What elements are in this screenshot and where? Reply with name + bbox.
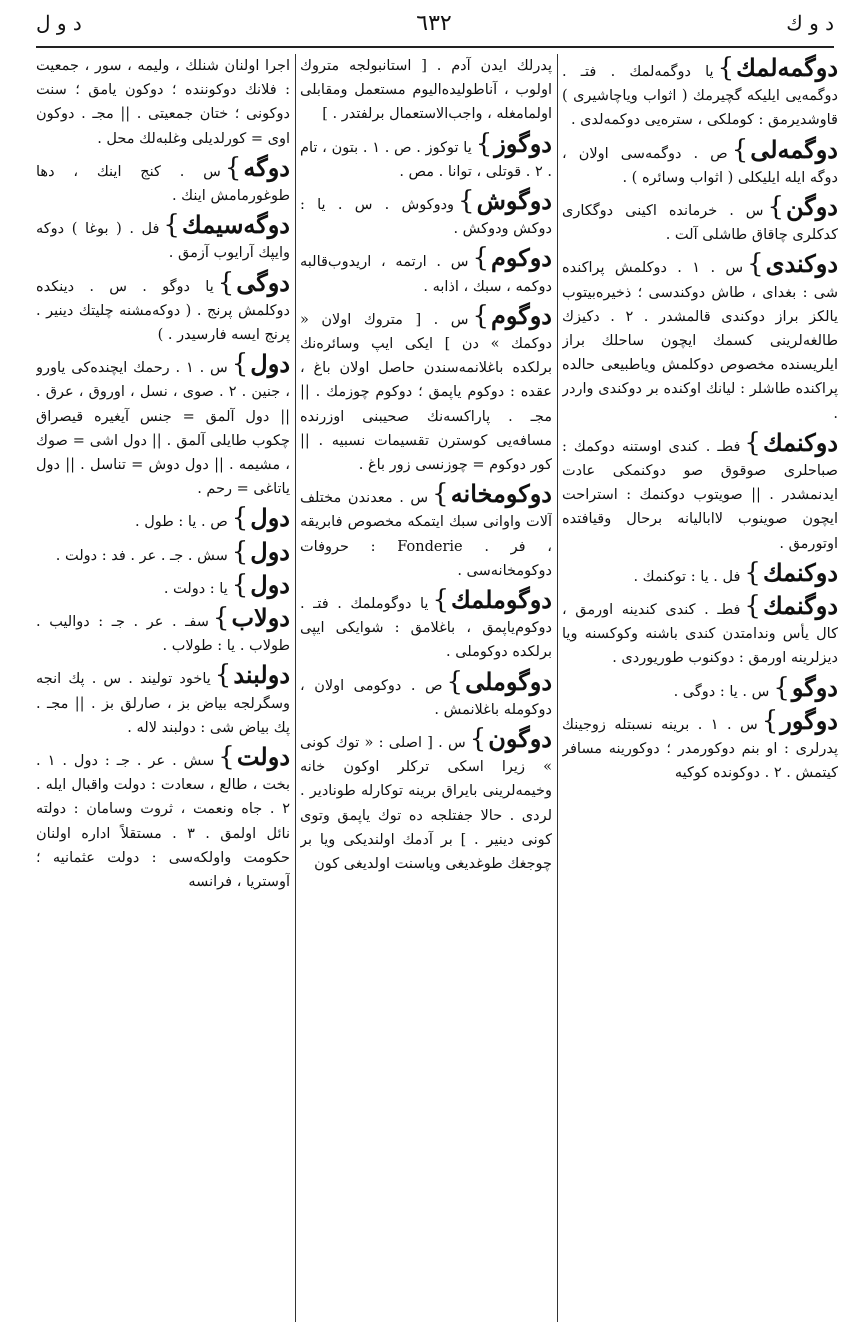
dictionary-entry	[36, 269, 290, 348]
dictionary-entry	[562, 429, 838, 556]
dictionary-entry	[36, 661, 290, 740]
column-divider	[295, 54, 296, 1322]
entry-headword: دوگوش	[476, 186, 552, 216]
dictionary-entry	[562, 674, 838, 704]
entry-headword: دول	[250, 503, 290, 533]
entry-definition: س . ارتمه ، اريدوب‌قالبه دوكمه ، سبك ، اذابه .	[300, 254, 552, 295]
entry-definition: پدرلك ايدن آدم . [ استانبولجه متروك اولوب ، آناطوليده‌اليوم مستعمل ومقابلى اولمامغله ، واجب‌الاستعمال برلفتدر . ]	[300, 58, 552, 123]
entry-definition: س . معدندن مختلف آلات واوانى سبك ايتمكه مخصوص فابريقه ، فر . Fonderie : حروفات دوكومخانه‌سى .	[300, 490, 552, 579]
entry-definition: يا دوگوملمك . فتـ . دوكوم‌ياپمق ، باغلامق : شوايكى ايپى برلكده دوكوملى .	[300, 596, 552, 661]
dictionary-entry	[300, 302, 552, 477]
dictionary-entry	[562, 250, 838, 425]
dictionary-entry	[36, 504, 290, 534]
entry-headword: دوگن	[786, 192, 838, 222]
dictionary-entry	[36, 211, 290, 265]
column-left	[36, 54, 290, 1322]
entry-headword: دول	[250, 536, 290, 566]
brace-mark: }	[744, 591, 761, 622]
entry-definition: ودوكوش . س . يا : دوكش ودوكش .	[300, 197, 552, 238]
dictionary-entry	[300, 187, 552, 241]
entry-definition: يا توكوز . ص . ١ . بتون ، تام . ٢ . قوتلى ، توانا . مص .	[300, 139, 552, 180]
brace-mark: }	[224, 152, 242, 183]
dictionary-entry	[300, 480, 552, 583]
dictionary-entry	[36, 154, 290, 208]
entry-headword: دول	[250, 569, 290, 599]
dictionary-entry	[300, 668, 552, 722]
brace-mark: }	[432, 585, 449, 616]
brace-mark: }	[218, 742, 235, 773]
header-left-word: د و ل	[36, 11, 82, 35]
brace-mark: }	[231, 349, 249, 380]
entry-headword: دولت	[236, 742, 290, 772]
entry-headword: دولاب	[231, 603, 290, 633]
entry-headword: دوگنمك	[762, 591, 838, 621]
brace-mark: }	[217, 267, 235, 298]
brace-mark: }	[212, 603, 230, 634]
entry-headword: دوگو	[791, 672, 838, 702]
brace-mark: }	[731, 134, 749, 165]
entry-definition: س . ١ . رحمك ايچنده‌كى ياورو ، جنين . ٢ . صوى ، نسل ، اوروق ، عرق . || دول آلمق = جنس آيغيره قيصراق چكوب طايلى آلمق . || دول اشى = صوك ، مشيمه . || دول دوش = تناسل . || دول ياتاغى = رحم .	[36, 360, 290, 498]
entry-headword: دوگمه‌لى	[750, 134, 838, 164]
column-middle	[300, 54, 552, 1322]
dictionary-entry	[36, 743, 290, 894]
entry-definition: ص . دوكومى اولان ، دوكومله باغلانمش .	[300, 677, 552, 718]
dictionary-entry	[300, 725, 552, 876]
entry-headword: دول	[250, 349, 290, 379]
brace-mark: }	[747, 249, 764, 280]
dictionary-entry	[300, 54, 552, 127]
entry-headword: دوگوملى	[465, 666, 552, 696]
header-right-word: د و ك	[786, 11, 834, 35]
entry-definition: س . [ متروك اولان « دوكمك » دن ] ايكى ايپ وسائره‌نك برلكده باغلانمه‌سندن حاصل اولان باغ ، عقده : دوكوم ياپمق ؛ دوكوم چوزمك . || مجـ . پاراكسه‌نك صحيبنى اوزرنده مسافه‌يى كوسترن تقسيمات نسبيه . || كور دوكوم = چوزنسى زور باغ .	[300, 311, 552, 474]
entry-headword: دوگور	[780, 705, 838, 735]
entry-headword: دوگمه‌لمك	[736, 54, 838, 82]
brace-mark: }	[163, 210, 180, 241]
dictionary-entry	[36, 604, 290, 658]
entry-definition: سفـ . عر . جـ : دواليب . طولاب . يا : طولاب .	[36, 614, 290, 655]
brace-mark: }	[472, 243, 490, 274]
entry-headword: دوگون	[488, 724, 552, 754]
brace-mark: }	[458, 186, 475, 217]
entry-headword: دوگه‌سيمك	[181, 210, 290, 240]
entry-definition: سش . جـ . عر . فد : دولت .	[55, 547, 228, 564]
entry-definition: ياخود توليند . س . پك انجه وسگرلجه بياض بز ، صارلق بز . || مجـ . پك بياض شى : دولبند لاله .	[36, 671, 290, 736]
entry-definition: فل . يا : توكنمك .	[633, 568, 741, 585]
entry-headword: دوگوز	[494, 128, 552, 158]
dictionary-entry	[562, 54, 838, 133]
entry-definition: اجرا اولنان شنلك ، وليمه ، سور ، جمعيت : فلانك دوكوننده ؛ دوكون يامق ؛ سنت دوكونى ؛ ختان جمعيتى . || مجـ . دوكون اوى = كورلديلى وغلبه‌لك محل .	[36, 58, 290, 147]
brace-mark: }	[231, 536, 249, 567]
entry-definition: س . يا : دوگى .	[673, 683, 770, 700]
entry-headword: دوگه	[243, 152, 290, 182]
entry-definition: فطـ . كندى كندينه اورمق ، كال يأس وندامتدن كندى باشنه وكوكسنه ويا ديزلرينه اورمق : دوكنوب طوريوردى .	[562, 602, 838, 667]
brace-mark: }	[767, 192, 785, 223]
entry-headword: دوكنمك	[762, 557, 838, 587]
entry-definition: س . ١ . برينه نسبتله زوجينك پدرلرى : او بنم دوكورمدر ؛ دوكورينه مسافر كيتمش . ٢ . دوكونده كوكيه	[562, 716, 838, 782]
entry-headword: دوكومخانه	[450, 479, 552, 509]
dictionary-entry	[36, 350, 290, 501]
dictionary-entry	[36, 54, 290, 151]
brace-mark: }	[432, 479, 449, 510]
entry-definition: يا : دولت .	[163, 580, 228, 597]
entry-headword: دوكنمك	[762, 427, 838, 457]
entry-headword: دوگوم	[491, 300, 552, 330]
page-header	[36, 6, 834, 40]
brace-mark: }	[231, 503, 249, 534]
dictionary-entry	[36, 538, 290, 568]
entry-definition: سش . عر . جـ : دول . ١ . بخت ، طالع ، سعادت : دولت واقبال ايله . ٢ . جاه ونعمت ، ثروت وسامان : دولته نائل اولمق . ٣ . مستقلاً اداره اولنان حكومت واولكه‌سى : دولت عثمانيه ؛ آوستريا ، فرانسه	[36, 753, 290, 891]
brace-mark: }	[231, 569, 249, 600]
brace-mark: }	[717, 54, 735, 83]
entry-definition: فل . ( بوغا ) دوكه وايپك آرايوب آزمق .	[36, 221, 290, 262]
entry-definition: يا دوگمه‌لمك . فتـ . دوگمه‌يى ايليكه گچيرمك ( اثواب وياچاشيرى ) قاوشديرمق : كوملكى ، ستره‌يى دوكمه‌لدى .	[562, 64, 838, 129]
brace-mark: }	[446, 666, 464, 697]
dictionary-entry	[562, 136, 838, 190]
dictionary-entry	[562, 707, 838, 786]
page-number: ٦٣٢	[416, 10, 452, 36]
brace-mark: }	[472, 300, 490, 331]
dictionary-entry	[300, 130, 552, 184]
column-divider	[557, 54, 558, 1322]
dictionary-entry	[300, 586, 552, 665]
entry-definition: ص . دوگمه‌سى اولان ، دوگه ايله ايليكلى ( اثواب وسائره ) .	[562, 145, 838, 186]
entry-definition: ص . يا : طول .	[135, 514, 228, 531]
entry-definition: س . خرمانده اكينى دوگكارى كدكلرى چاقاق طاشلى آلت .	[562, 203, 838, 244]
entry-headword: دوكندى	[765, 249, 838, 279]
dictionary-entry	[36, 571, 290, 601]
brace-mark: }	[761, 705, 779, 736]
brace-mark: }	[469, 724, 487, 755]
entry-headword: دوگوملمك	[450, 585, 552, 615]
entry-definition: س . كنج اينك ، دها طوغورمامش اينك .	[36, 163, 290, 205]
entry-headword: دولبند	[233, 660, 290, 690]
entry-headword: دوگى	[236, 267, 290, 297]
dictionary-entry	[300, 244, 552, 298]
brace-mark: }	[744, 557, 761, 588]
dictionary-entry	[562, 193, 838, 247]
dictionary-entry	[562, 559, 838, 589]
brace-mark: }	[214, 660, 232, 691]
column-right	[562, 54, 838, 1322]
brace-mark: }	[773, 672, 790, 703]
entry-definition: س . [ اصلى : « توك كونى » زيرا اسكى تركلر اوكون خانه وخيمه‌لرينى بايراق برينه توكارله طونادير . لردى . حالا جفتلجه ده توك ياپمق وتوى كونى دينير . ] بر آدمك اولنديكى ويا بر چوجغك طوغديغى وياسنت اولديغى كون	[300, 735, 552, 873]
entry-definition: س . ١ . دوكلمش پراكنده شى : بغداى ، طاش دوكندسى ؛ ذخيره‌بيتوب يالكز براز دوكندى قالمشدر . ٢ . دكيزك طالغه‌لرينى كسمك ايچون ساحلك براز ايلريسنده مخصوص دوكلمش وياطبيعى حالده پراكنده طاشلر : ليانك اوكنده بر دوكندى واردر .	[562, 260, 838, 422]
dictionary-entry	[562, 592, 838, 671]
header-rule	[36, 46, 834, 48]
entry-definition: فطـ . كندى اوستنه دوكمك : صباحلرى صوقوق صو دوكنمكى عادت ايدنمشدر . || صويتوب دوكنمك : استراحت ايچون صوينوب لااباليانه برحال وقيافتده اوتورمق .	[562, 438, 838, 552]
brace-mark: }	[475, 128, 493, 159]
entry-definition: يا دوگو . س . دينكده دوكلمش پرنج . ( دوكه‌مشنه چليتك دينير . پرنج ايسه فارسيدر . )	[36, 278, 290, 344]
brace-mark: }	[744, 427, 761, 458]
entry-headword: دوكوم	[491, 243, 552, 273]
